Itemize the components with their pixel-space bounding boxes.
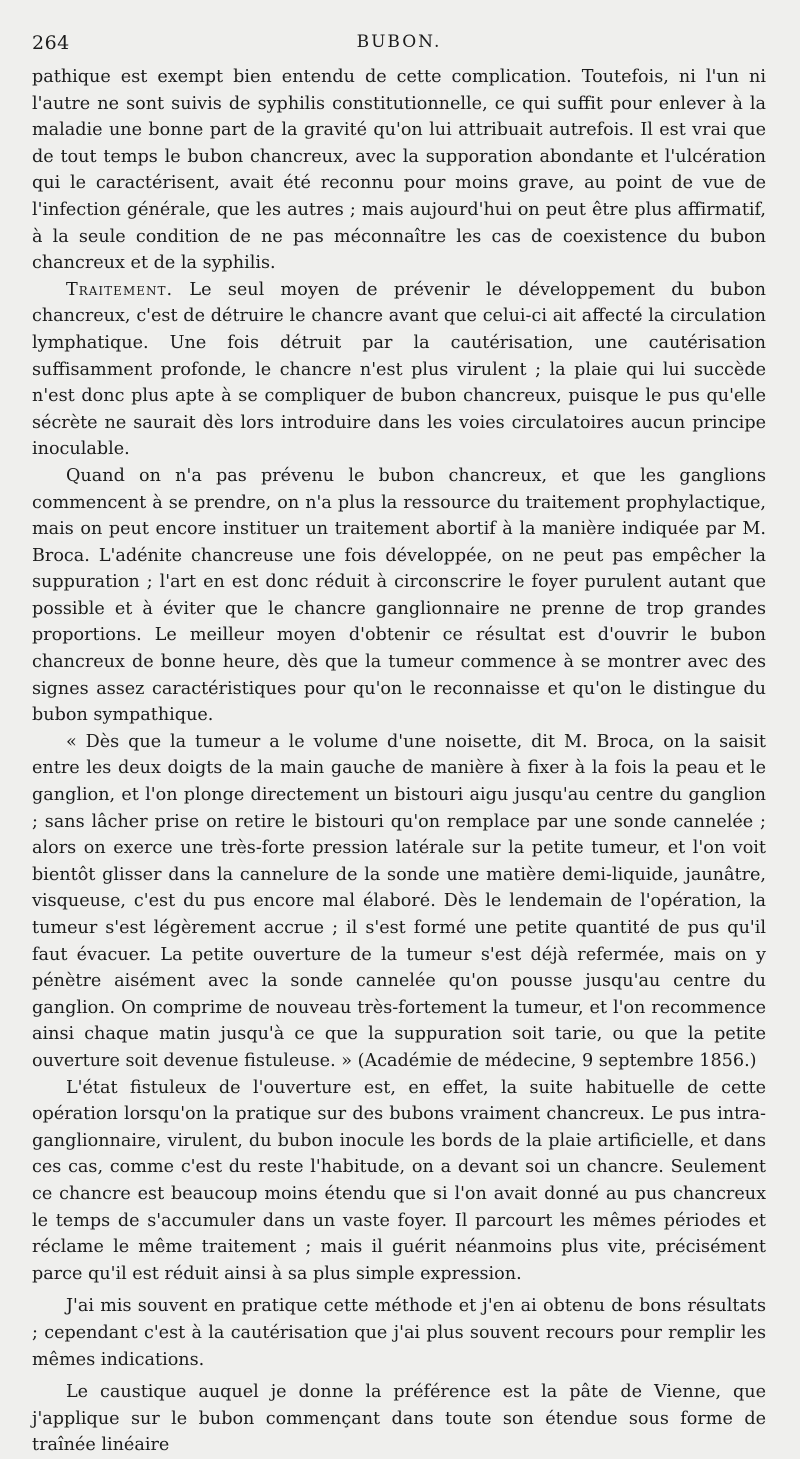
- paragraph-personal-practice: J'ai mis souvent en pratique cette méthode et j'en ai obtenu de bons résultats ; cependant c'est à la cautérisation que j'ai plus souvent recours pour remplir les mêmes indications.: [32, 1296, 766, 1370]
- paragraph-continuation: pathique est exempt bien entendu de cette complication. Toutefois, ni l'un ni l'autre ne sont suivis de syphilis constitutionnelle, ce qui suffit pour enlever à la maladie une bonne part de la gravité qu'on lui attribuait autrefois. Il est vrai que de tout temps le bubon chancreux, avec la supporation abondante et l'ulcération qui le caractérisent, avait été reconnu pour moins grave, au point de vue de l'infection générale, que les autres ; mais aujourd'hui on peut être plus affirmatif, à la seule condition de ne pas méconnaître les cas de coexistence du bubon chancreux et de la syphilis.: [32, 67, 766, 274]
- section-lead-traitement: Traitement.: [66, 279, 174, 300]
- body-text: [32, 64, 766, 1459]
- running-head: [32, 28, 766, 64]
- paragraph-traitement: [32, 277, 766, 463]
- paragraph-broca-quotation: « Dès que la tumeur a le volume d'une noisette, dit M. Broca, on la saisit entre les deux doigts de la main gauche de manière à fixer à la fois la peau et le ganglion, et l'on plonge directement un bistouri aigu jusqu'au centre du ganglion ; sans lâcher prise on retire le bistouri qu'on remplace par une sonde cannelée ; alors on exerce une très-forte pression latérale sur la petite tumeur, et l'on voit bientôt glisser dans la cannelure de la sonde une matière demi-liquide, jaunâtre, visqueuse, c'est du pus encore mal élaboré. Dès le lendemain de l'opération, la tumeur s'est légèrement accrue ; il s'est formé une petite quantité de pus qu'il faut évacuer. La petite ouverture de la tumeur s'est déjà refermée, mais on y pénètre aisément avec la sonde cannelée qu'on pousse jusqu'au centre du ganglion. On comprime de nouveau très-fortement la tumeur, et l'on recommence ainsi chaque matin jusqu'à ce que la suppuration soit tarie, ou que la petite ouverture soit devenue fistuleuse. » (Académie de médecine, 9 septembre 1856.): [32, 731, 766, 1071]
- paragraph-traitement-text: Le seul moyen de prévenir le développement du bubon chancreux, c'est de détruire le chancre avant que celui-ci ait affecté la circulation lymphatique. Une fois détruit par la cautérisation, une cautérisation suffisamment profonde, le chancre n'est plus virulent ; la plaie qui lui succède n'est donc plus apte à se compliquer de bubon chancreux, puisque le pus qu'elle sécrète ne saurait dès lors introduire dans les voies circulatoires aucun principe inoculable.: [32, 279, 767, 460]
- page-number: 264: [32, 32, 70, 54]
- paragraph-fistula: L'état fistuleux de l'ouverture est, en effet, la suite habituelle de cette opération lorsqu'on la pratique sur des bubons vraiment chancreux. Le pus intra-ganglionnaire, virulent, du bubon inocule les bords de la plaie artificielle, et dans ces cas, comme c'est du reste l'habitude, on a devant soi un chancre. Seulement ce chancre est beaucoup moins étendu que si l'on avait donné au pus chancreux le temps de s'accumuler dans un vaste foyer. Il parcourt les mêmes périodes et réclame le même traitement ; mais il guérit néanmoins plus vite, précisément parce qu'il est réduit ainsi à sa plus simple expression.: [32, 1077, 766, 1284]
- paragraph-caustic: Le caustique auquel je donne la préférence est la pâte de Vienne, que j'applique sur le bubon commençant dans toute son étendue sous forme de traînée linéaire: [32, 1382, 766, 1456]
- running-title: BUBON.: [356, 32, 442, 52]
- paragraph-abortive-treatment: Quand on n'a pas prévenu le bubon chancreux, et que les ganglions commencent à se prendre, on n'a plus la ressource du traitement prophylactique, mais on peut encore instituer un traitement abortif à la manière indiquée par M. Broca. L'adénite chancreuse une fois développée, on ne peut pas empêcher la suppuration ; l'art en est donc réduit à circonscrire le foyer purulent autant que possible et à éviter que le chancre ganglionnaire ne prenne de trop grandes proportions. Le meilleur moyen d'obtenir ce résultat est d'ouvrir le bubon chancreux de bonne heure, dès que la tumeur commence à se montrer avec des signes assez caractéristiques pour qu'on le reconnaisse et qu'on le distingue du bubon sympathique.: [32, 465, 766, 726]
